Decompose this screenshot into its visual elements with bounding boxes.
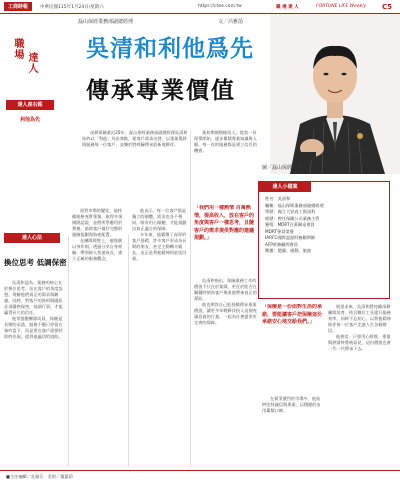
profile-item: 經歷：曾任保險公司業務主管 bbox=[265, 215, 320, 221]
headline-line-2: 傳承專業價值 bbox=[86, 78, 236, 104]
profile-item: AFP財務顧問會員 bbox=[265, 241, 298, 247]
profile-item: 獲獎：MDRT百萬圓桌會員 bbox=[265, 222, 315, 227]
section-name: 職 場 達 人 bbox=[276, 4, 299, 10]
issue-date: 中華民國115年1月24日/星期六 bbox=[40, 4, 104, 10]
profile-item: 興趣：閱讀、運動、旅遊 bbox=[265, 248, 312, 253]
site-url[interactable]: https://ctee.com.tw bbox=[198, 4, 242, 9]
portrait-photo bbox=[270, 14, 400, 174]
article-body-col-5: 在競爭激烈的市場中，他始終堅持誠信與專業，以穩健的步伐累積口碑。 bbox=[262, 396, 321, 413]
left-column bbox=[4, 18, 48, 228]
column-divider bbox=[190, 130, 191, 467]
newspaper-logo: 工商時報 bbox=[4, 2, 32, 11]
vertical-label-1: 職場 bbox=[12, 38, 23, 60]
profile-item: MDRT會員榮譽 bbox=[265, 228, 294, 234]
subtitle: 磊山保經業務部副總經理 bbox=[78, 19, 134, 25]
sidebar-body: 吳清和認為，業務的核心在於換位思考，站在客戶的角度設想，理解他們真正的需求與顧慮。同時，對客戶的資料與隱私必須嚴格保密，低調行事，才能贏得長久的信任。 他常提醒團隊成員，保險是長期的承諾，服務不應只停留在簽約當下，而是要在客戶需要時即時出現，提供最適切的協助。 bbox=[4, 280, 63, 339]
vertical-label-2: 達人 bbox=[26, 52, 37, 74]
motto-text: 利他為先 bbox=[19, 117, 40, 123]
article-body-col-2: 面對市場的變化，他持續進修充實專業，取得多項國際認證，並將所學應用於實務，協助客戶做好完整的風險規劃與資產配置。 在團隊經營上，他強調以身作則，透過分享自身經驗，帶領新人快速成長，建立正確的服務觀念。 bbox=[72, 208, 123, 261]
page-footer: ■主任編輯／吳雅芬 美術／蕭惠莉 bbox=[0, 470, 400, 482]
page-number: C5 bbox=[381, 2, 392, 11]
column-divider bbox=[128, 235, 129, 467]
profile-item: 學歷：國立大安高工資訊科 bbox=[265, 209, 316, 214]
headline-line-1: 吳清和利他爲先 bbox=[86, 36, 254, 62]
page-header bbox=[0, 0, 400, 14]
article-body-col-3: 他表示，每一位客戶都是獨立的個體，需求也各不相同，唯有用心傾聽，才能規劃出真正適合的保障。 多年來，他累積了深厚的客戶基礎，許多客戶更成為長期的朋友，甚至主動轉介親友，這正是利他精神的最佳回報。 bbox=[132, 208, 187, 261]
section-name-en: FORTUNE LIFE Weekly bbox=[316, 4, 367, 9]
sidebar-headline: 換位思考 低調保密 bbox=[4, 258, 67, 267]
sidebar-tag: 達人心法 bbox=[4, 233, 60, 243]
article-body-intro: 深耕保險業近20年，磊山保經業務部副總經理吳清和始終以「利他」為出發點，從客戶需求出發，以專業與熱情服務每一位客戶，並樂於將經驗傳承給新進夥伴。 bbox=[82, 130, 188, 147]
profile-title: 達人小檔案 bbox=[259, 182, 311, 192]
article-body-col-4: 吳清和指出，保險業務工作的價值不只在於業績，更在於能否在關鍵時刻為客戶與家庭帶來真正的幫助。 他也期許自己能持續傳承專業價值，讓更多年輕夥伴投入這個充滿意義的行業，一起為社會提供更完善的保障。 bbox=[194, 278, 257, 325]
pull-quote-1: 「我們用一樣熱情 百萬熱情，提高收入，放在客戶的角度與客戶一樣思考，且隨客戶的需求提供對應的建議規劃。」 bbox=[194, 205, 255, 241]
profile-list bbox=[265, 196, 387, 255]
article-body-col: 業初期便積極投入，從第一份保單開始，逐步累積專業知識與人脈，每一次的服務都是建立信任的機會。 bbox=[194, 130, 257, 153]
profile-item: 職稱：磊山保經業務部副總經理 bbox=[265, 202, 324, 208]
article-body-col-6: 展望未來，吳清和將持續深耕團隊培育，結合數位工具提升服務效率，同時不忘初心，以利他精神陪伴每一位客戶走過人生各個階段。 他相信，只要用心經營，專業與熱情終將被看見，這份價值也會一代一代傳承下去。 bbox=[328, 304, 391, 351]
profile-item: IARFC國際認證財務顧問師 bbox=[265, 235, 316, 240]
photo-caption: 圖／磊山保經提供 bbox=[262, 165, 303, 171]
byline: 文／呂雅菡 bbox=[218, 19, 244, 25]
profile-box bbox=[258, 181, 390, 299]
motto-tag: 達人座右銘 bbox=[6, 100, 54, 110]
pull-quote-2: 「保險是一份面對生活的承諾，要能讓客戶把保險這份承諾安心地交給我們。」 bbox=[262, 304, 323, 325]
column-divider bbox=[68, 235, 69, 467]
profile-item: 姓名：吳清和 bbox=[265, 196, 291, 201]
